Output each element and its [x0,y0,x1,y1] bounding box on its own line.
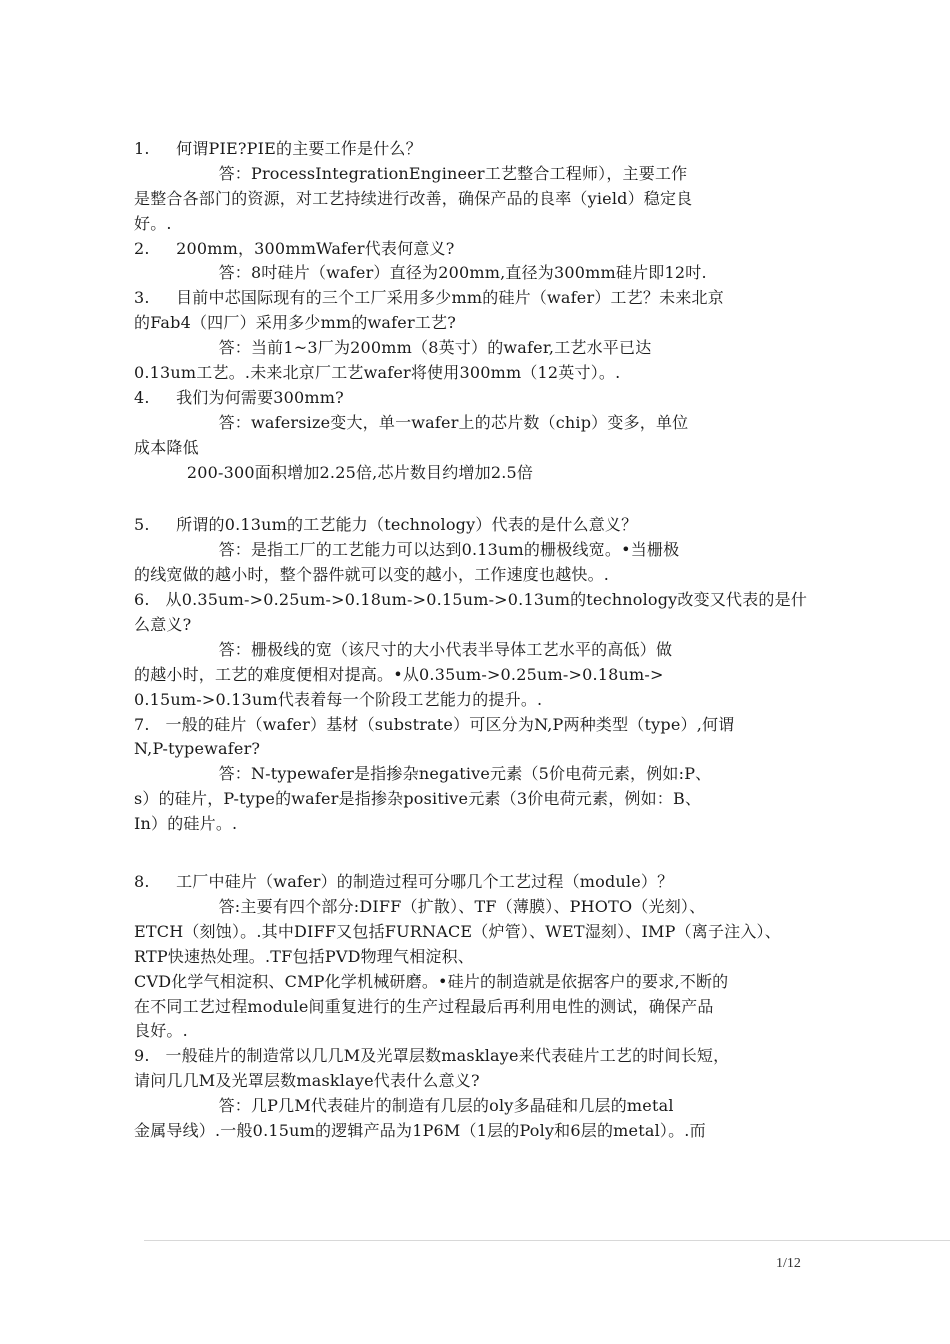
q9-answer-line: 金属导线）.一般0.15um的逻辑产品为1P6M（1层的Poly和6层的metal）。.而 [134,1120,706,1140]
q7-question: N,P-typewafer? [134,739,261,759]
q8-answer-line: RTP快速热处理。.TF包括PVD物理气相淀积、 [134,946,475,966]
footer-divider [144,1240,950,1241]
q9-question: 9. 一般硅片的制造常以几几M及光罩层数masklaye来代表硅片工艺的时间长短， [134,1046,730,1066]
q7-answer-line: In）的硅片。. [134,814,238,834]
q1-answer-line: 好。. [134,213,172,233]
q6-question: 么意义? [134,615,192,635]
q2-question: 2. 200mm，300mmWafer代表何意义? [134,238,455,258]
q6-answer-line: 答：栅极线的宽（该尺寸的大小代表半导体工艺水平的高低）做 [134,639,673,659]
document-body [134,137,818,1144]
page-number: 1/12 [776,1256,801,1271]
q6-question: 6. 从0.35um->0.25um->0.18um->0.15um->0.13um的technology改变又代表的是什 [134,590,808,610]
q8-question: 8. 工厂中硅片（wafer）的制造过程可分哪几个工艺过程（module）？ [134,872,674,892]
q5-answer-line: 答：是指工厂的工艺能力可以达到0.13um的栅极线宽。•当栅极 [134,540,680,560]
q8-answer-line: ETCH（刻蚀）。.其中DIFF又包括FURNACE（炉管）、WET湿刻）、IMP（离子注入）、 [134,921,781,941]
q3-answer-line: 答：当前1~3厂为200mm（8英寸）的wafer,工艺水平已达 [134,338,652,358]
q7-answer-line: 答：N-typewafer是指掺杂negative元素（5价电荷元素，例如:P、 [134,764,712,784]
q9-answer-line: 答：几P几M代表硅片的制造有几层的oly多晶硅和几层的metal [134,1096,674,1116]
q3-question: 3. 目前中芯国际现有的三个工厂采用多少mm的硅片（wafer）工艺？未来北京 [134,288,724,308]
q4-answer-line: 答：wafersize变大，单一wafer上的芯片数（chip）变多，单位 [134,412,689,432]
paragraph-gap [134,837,818,870]
q6-answer-line: 0.15um->0.13um代表着每一个阶段工艺能力的提升。. [134,689,543,709]
q8-answer-line: CVD化学气相淀积、CMP化学机械研磨。•硅片的制造就是依据客户的要求,不断的 [134,971,729,991]
q5-question: 5. 所谓的0.13um的工艺能力（technology）代表的是什么意义？ [134,515,638,535]
q3-question: 的Fab4（四厂）采用多少mm的wafer工艺? [134,313,456,333]
q6-answer-line: 的越小时，工艺的难度便相对提高。•从0.35um->0.25um->0.18um-> [134,664,664,684]
q7-answer-line: s）的硅片，P-type的wafer是指掺杂positive元素（3价电荷元素，例如：B、 [134,789,702,809]
paragraph-gap [134,485,818,513]
q8-answer-line: 答:主要有四个部分:DIFF（扩散）、TF（薄膜）、PHOTO（光刻）、 [134,896,706,916]
q2-answer-line: 答：8吋硅片（wafer）直径为200mm,直径为300mm硅片即12吋. [134,263,707,283]
q1-answer-line: 是整合各部门的资源，对工艺持续进行改善，确保产品的良率（yield）稳定良 [134,188,693,208]
q5-answer-line: 的线宽做的越小时，整个器件就可以变的越小，工作速度也越快。. [134,565,610,585]
q7-question: 7. 一般的硅片（wafer）基材（substrate）可区分为N,P两种类型（type）,何谓 [134,714,735,734]
q8-answer-line: 在不同工艺过程module间重复进行的生产过程最后再利用电性的测试，确保产品 [134,996,714,1016]
q9-question: 请问几几M及光罩层数masklaye代表什么意义? [134,1071,480,1091]
q4-answer-line: 200-300面积增加2.25倍,芯片数目约增加2.5倍 [134,462,534,482]
q4-question: 4. 我们为何需要300mm? [134,387,344,407]
q3-answer-line: 0.13um工艺。.未来北京厂工艺wafer将使用300mm（12英寸）。. [134,363,621,383]
q1-question: 1. 何谓PIE?PIE的主要工作是什么？ [134,139,422,158]
q1-answer-line: 答：ProcessIntegrationEngineer工艺整合工程师），主要工作 [134,163,688,183]
q8-answer-line: 良好。. [134,1021,188,1041]
q4-answer-line: 成本降低 [134,437,199,457]
